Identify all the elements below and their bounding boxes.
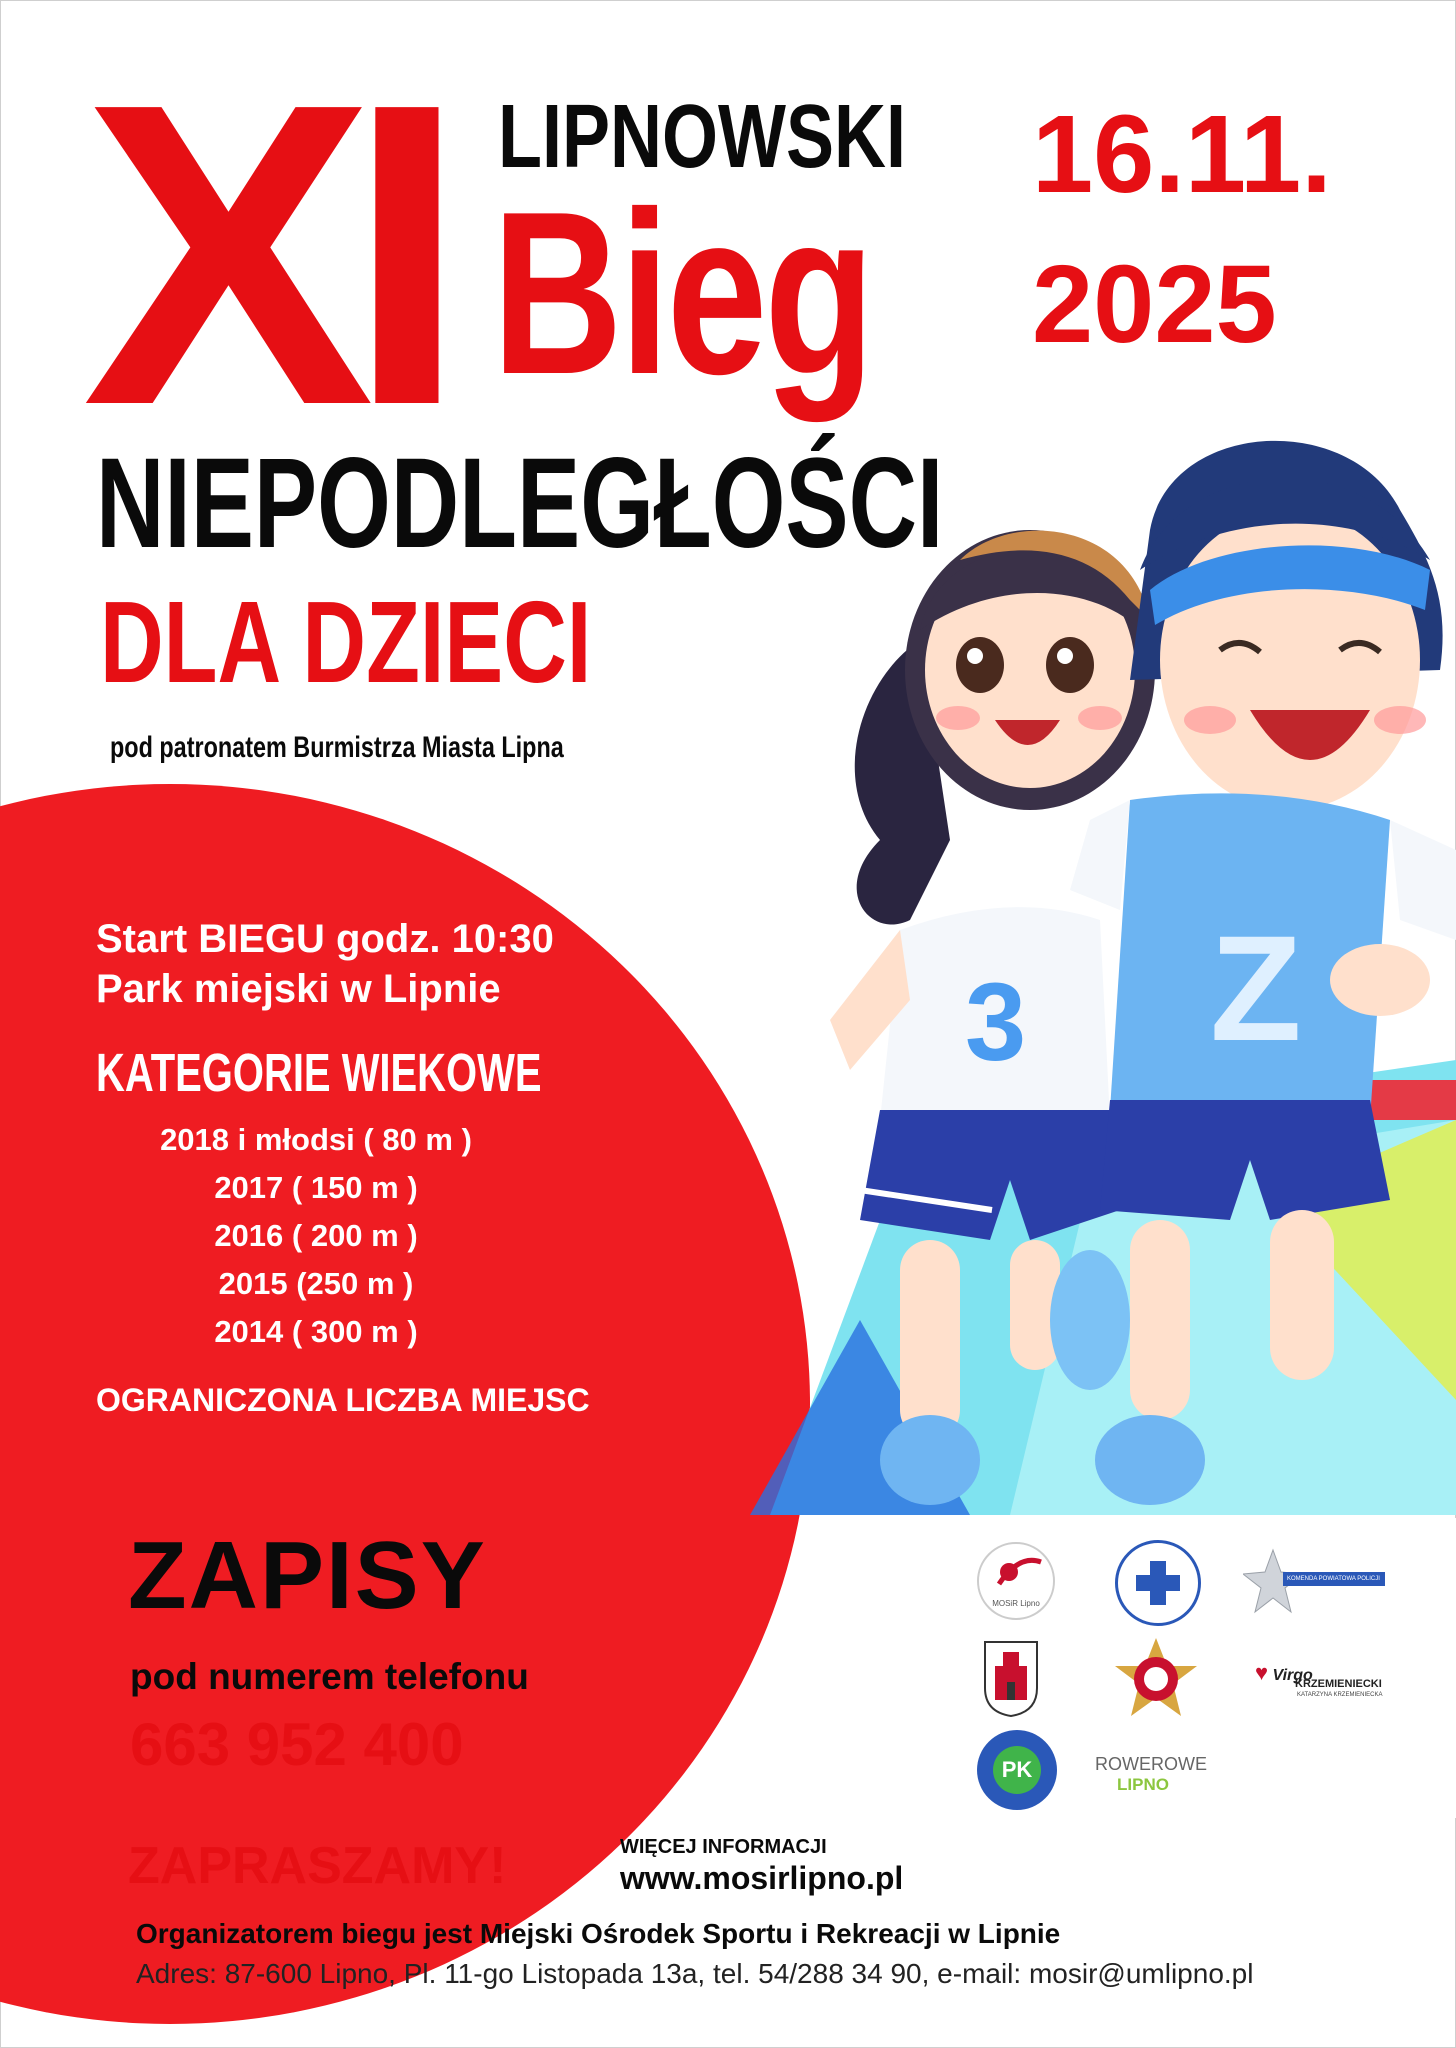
- virgo-label: Virgo: [1272, 1667, 1313, 1684]
- lipno-coat-of-arms-logo: [981, 1638, 1041, 1718]
- rowerowe-lipno-logo: [1095, 1754, 1225, 1814]
- virgo-heart-icon: ♥: [1255, 1660, 1269, 1685]
- address-text: Adres: 87-600 Lipno, Pl. 11-go Listopada 13a, tel. 54/288 34 90, e-mail: mosir@umlipno.pl: [136, 1958, 1254, 1989]
- svg-text:Z: Z: [1210, 904, 1302, 1072]
- svg-text:3: 3: [965, 961, 1027, 1084]
- krzemieniecki-label: KRZEMIENIECKI: [1295, 1678, 1382, 1690]
- title-lipnowski: LIPNOWSKI: [498, 87, 906, 187]
- police-logo-label: KOMENDA POWIATOWA POLICJI: [1283, 1572, 1385, 1586]
- age-category-item: 2017 ( 150 m ): [214, 1170, 418, 1205]
- age-category-item: 2018 i młodsi ( 80 m ): [160, 1122, 472, 1157]
- title-dla-dzieci: DLA DZIECI: [100, 577, 592, 707]
- fire-brigade-logo: [1113, 1636, 1199, 1722]
- event-date-year: 2025: [1032, 243, 1277, 366]
- edition-roman-numeral: XI: [82, 15, 440, 495]
- age-categories-list: [96, 1116, 536, 1356]
- coat-of-arms-icon: [981, 1638, 1041, 1718]
- registration-heading: ZAPISY: [128, 1522, 487, 1629]
- mosir-swoosh-icon: [979, 1544, 1053, 1594]
- event-date-day-month: 16.11.: [1032, 93, 1332, 216]
- mosir-logo: [977, 1542, 1055, 1620]
- krzemieniecka-label: KATARZYNA KRZEMIENIECKA: [1297, 1692, 1383, 1698]
- medical-cross-logo: [1115, 1540, 1201, 1626]
- virgo-krzemieniecki-logo: [1255, 1660, 1415, 1710]
- rowerowe-lipno-label: LIPNO: [1117, 1775, 1169, 1794]
- age-category-item: 2015 (250 m ): [218, 1266, 414, 1301]
- age-category-item: 2014 ( 300 m ): [214, 1314, 418, 1349]
- organizer-text: Organizatorem biegu jest Miejski Ośrodek Sportu i Rekreacji w Lipnie: [136, 1918, 1061, 1949]
- running-children-illustration: [710, 420, 1456, 1515]
- start-place: Park miejski w Lipnie: [96, 967, 501, 1011]
- more-info-label: WIĘCEJ INFORMACJI: [620, 1836, 827, 1858]
- start-time: Start BIEGU godz. 10:30: [96, 917, 554, 961]
- registration-subheading: pod numerem telefonu: [130, 1656, 529, 1697]
- registration-phone[interactable]: 663 952 400: [130, 1711, 464, 1778]
- mosir-logo-label: MOSiR Lipno: [992, 1599, 1040, 1608]
- title-bieg: Bieg: [492, 164, 872, 423]
- sponsor-logos-panel: [925, 1518, 1456, 1818]
- title-niepodleglosci: NIEPODLEGŁOŚCI: [96, 432, 944, 575]
- limited-places-notice: OGRANICZONA LICZBA MIEJSC: [96, 1382, 590, 1418]
- website-link[interactable]: www.mosirlipno.pl: [620, 1860, 904, 1896]
- pk-logo: [977, 1730, 1057, 1810]
- cross-icon: [1118, 1543, 1198, 1623]
- age-categories-title: KATEGORIE WIEKOWE: [96, 1043, 542, 1103]
- invitation-text: ZAPRASZAMY!: [128, 1837, 507, 1895]
- start-info: [96, 914, 554, 1014]
- age-category-item: 2016 ( 200 m ): [214, 1218, 418, 1253]
- police-logo: [1243, 1548, 1393, 1618]
- pk-label: PK: [993, 1746, 1041, 1794]
- rowerowe-label: ROWEROWE: [1095, 1754, 1207, 1774]
- fire-emblem-icon: [1113, 1636, 1199, 1722]
- patronage-text: pod patronatem Burmistrza Miasta Lipna: [110, 731, 564, 764]
